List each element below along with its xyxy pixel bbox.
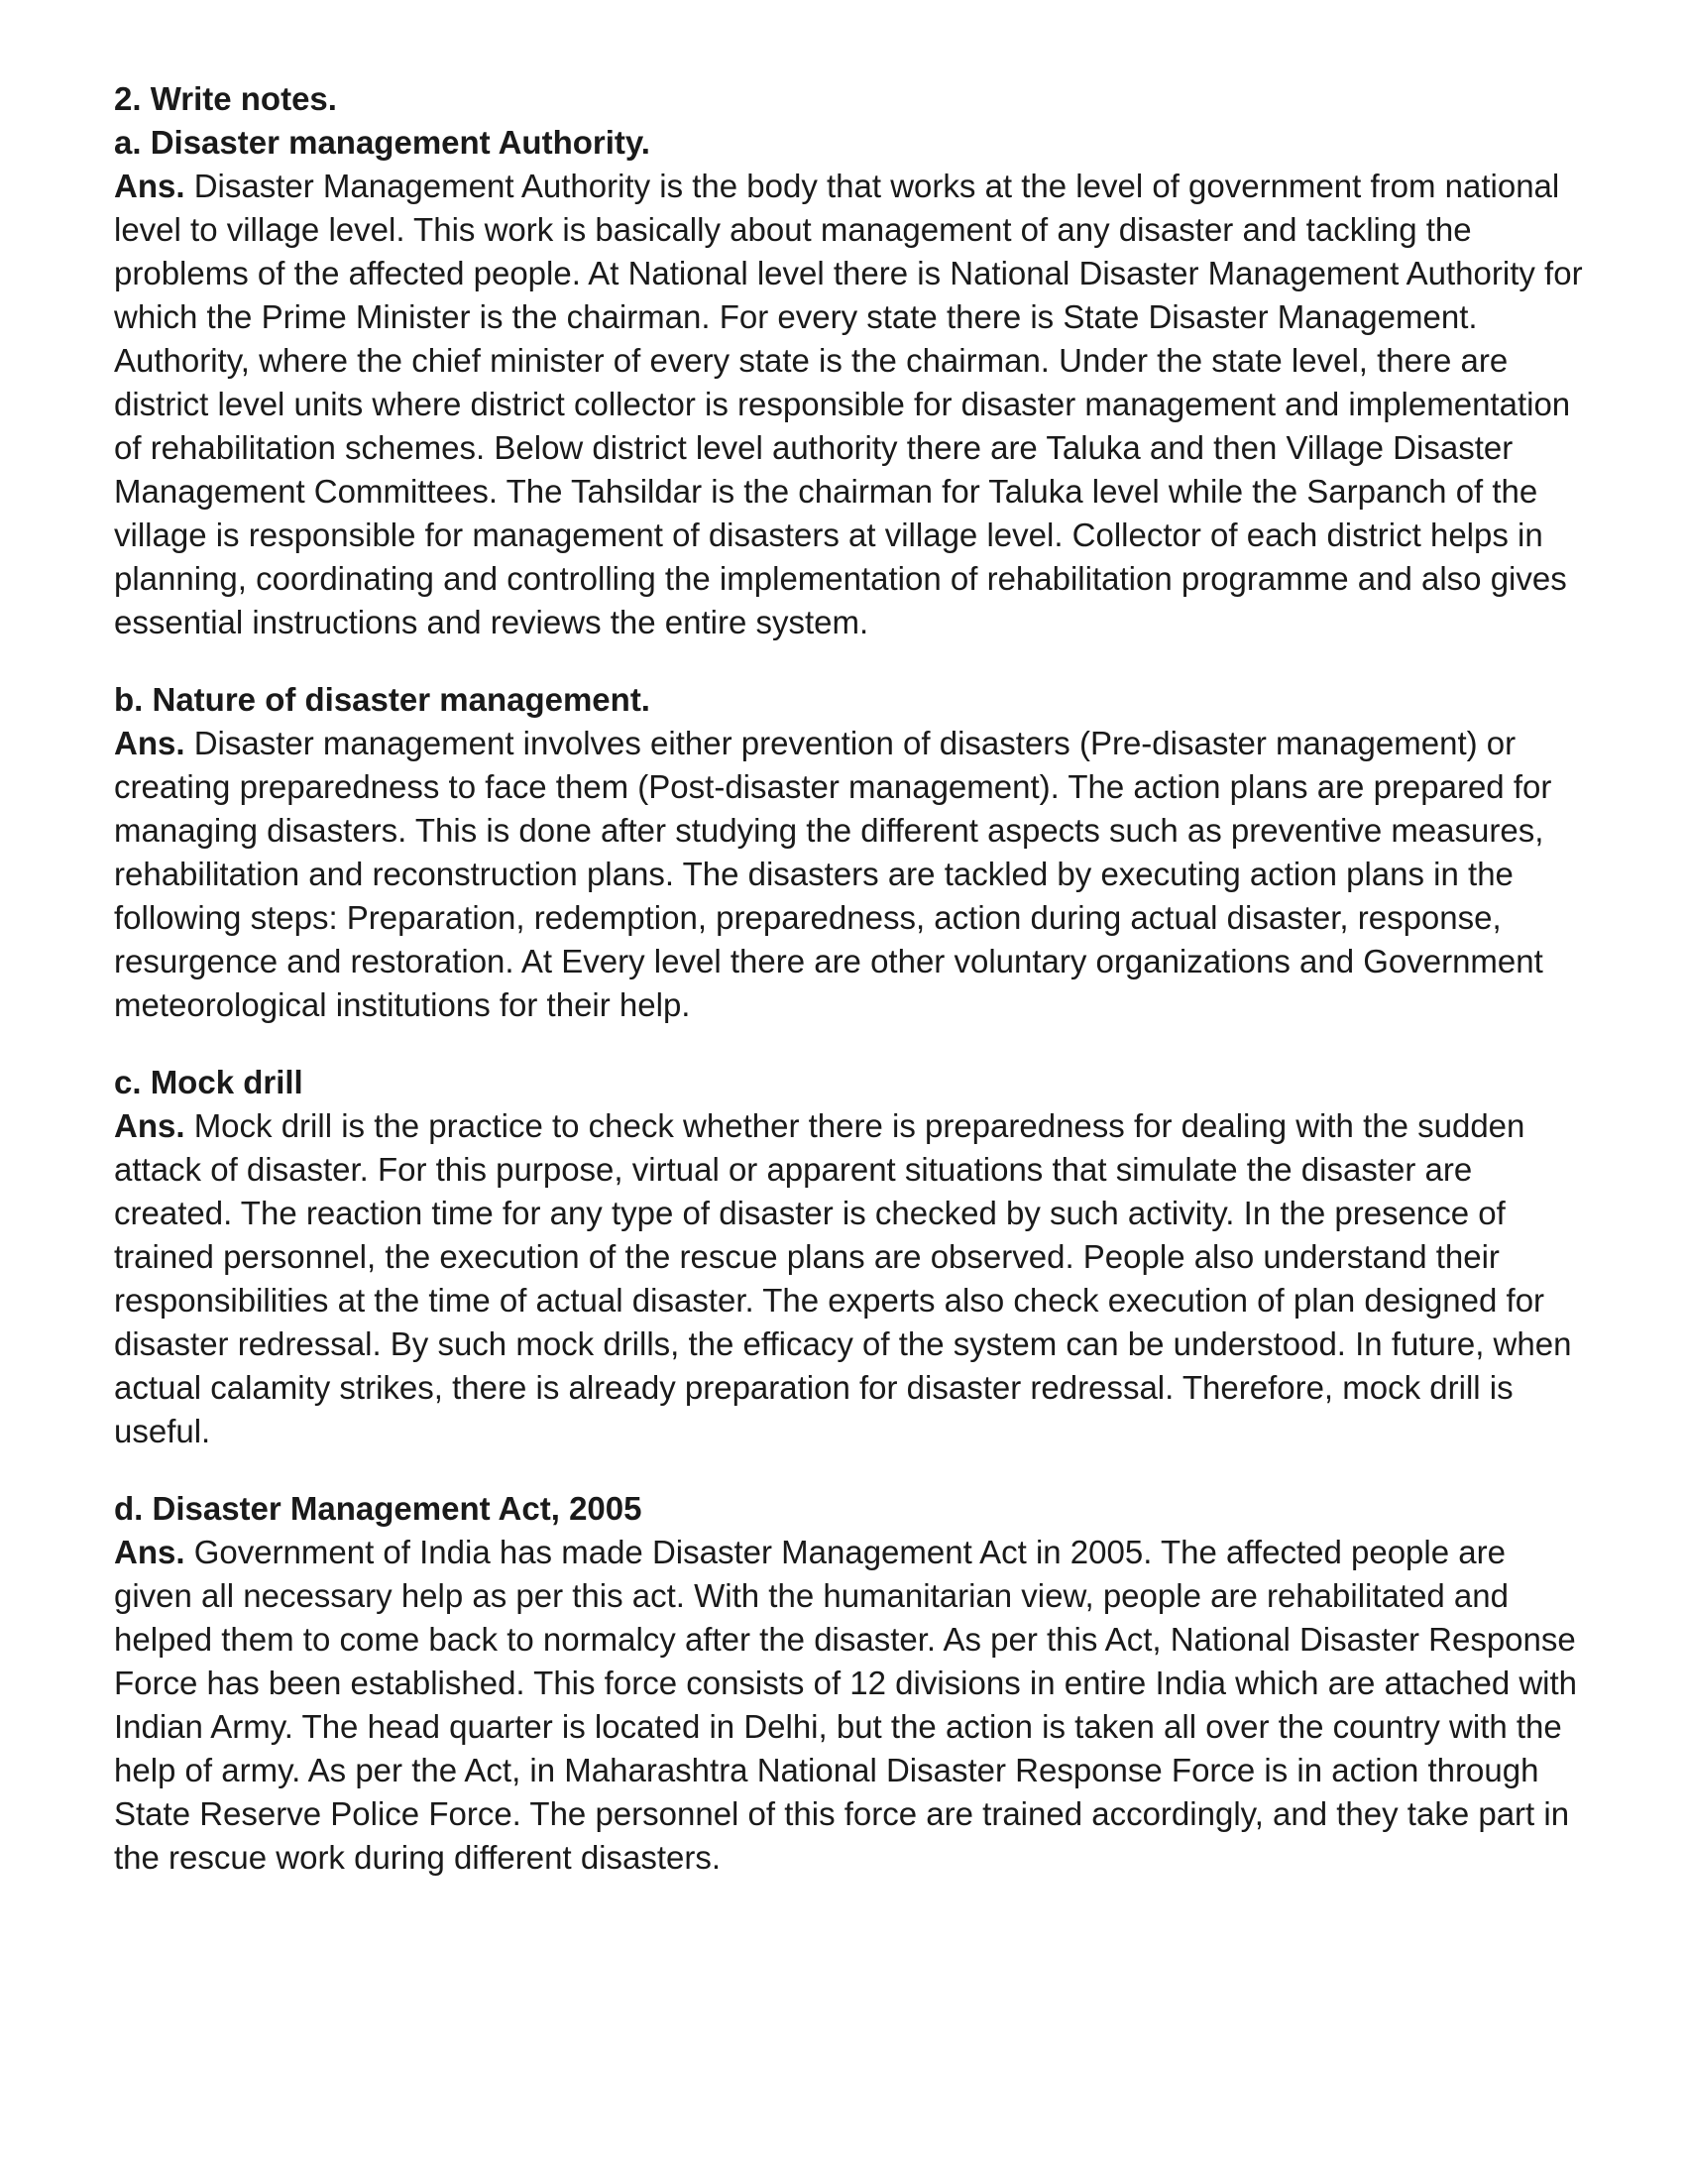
answer-paragraph <box>114 722 1591 1027</box>
ans-label: Ans. <box>114 1107 185 1144</box>
document-page <box>114 77 1591 1913</box>
section-title: a. Disaster management Authority. <box>114 124 650 161</box>
note-section-d <box>114 1487 1591 1880</box>
ans-label: Ans. <box>114 725 185 761</box>
section-title: d. Disaster Management Act, 2005 <box>114 1490 642 1527</box>
section-title: c. Mock drill <box>114 1064 303 1100</box>
note-section-a <box>114 121 1591 644</box>
ans-label: Ans. <box>114 168 185 204</box>
answer-paragraph <box>114 165 1591 644</box>
answer-paragraph <box>114 1104 1591 1453</box>
answer-paragraph <box>114 1531 1591 1880</box>
section-title: b. Nature of disaster management. <box>114 681 650 718</box>
answer-text: Disaster Management Authority is the body that works at the level of government from national level to village level. This work is basically about management of any disaster and tackling the problems of the affected people. At National level there is National Disaster Management Authority for which the Prime Minister is the chairman. For every state there is State Disaster Management. Authority, where the chief minister of every state is the chairman. Under the state level, there are district level units where district collector is responsible for disaster management and implementation of rehabilitation schemes. Below district level authority there are Taluka and then Village Disaster Management Committees. The Tahsildar is the chairman for Taluka level while the Sarpanch of the village is responsible for management of disasters at village level. Collector of each district helps in planning, coordinating and controlling the implementation of rehabilitation programme and also gives essential instructions and reviews the entire system. <box>114 168 1583 640</box>
question-heading: 2. Write notes. <box>114 80 337 117</box>
note-section-b <box>114 678 1591 1027</box>
answer-text: Mock drill is the practice to check whether there is preparedness for dealing with the sudden attack of disaster. For this purpose, virtual or apparent situations that simulate the disaster are created. The reaction time for any type of disaster is checked by such activity. In the presence of trained personnel, the execution of the rescue plans are observed. People also understand their responsibilities at the time of actual disaster. The experts also check execution of plan designed for disaster redressal. By such mock drills, the efficacy of the system can be understood. In future, when actual calamity strikes, there is already preparation for disaster redressal. Therefore, mock drill is useful. <box>114 1107 1572 1449</box>
ans-label: Ans. <box>114 1534 185 1570</box>
answer-text: Government of India has made Disaster Management Act in 2005. The affected people are given all necessary help as per this act. With the humanitarian view, people are rehabilitated and helped them to come back to normalcy after the disaster. As per this Act, National Disaster Response Force has been established. This force consists of 12 divisions in entire India which are attached with Indian Army. The head quarter is located in Delhi, but the action is taken all over the country with the help of army. As per the Act, in Maharashtra National Disaster Response Force is in action through State Reserve Police Force. The personnel of this force are trained accordingly, and they take part in the rescue work during different disasters. <box>114 1534 1578 1876</box>
note-section-c <box>114 1061 1591 1453</box>
answer-text: Disaster management involves either prevention of disasters (Pre-disaster management) or creating preparedness to face them (Post-disaster management). The action plans are prepared for managing disasters. This is done after studying the different aspects such as preventive measures, rehabilitation and reconstruction plans. The disasters are tackled by executing action plans in the following steps: Preparation, redemption, preparedness, action during actual disaster, response, resurgence and restoration. At Every level there are other voluntary organizations and Government meteorological institutions for their help. <box>114 725 1552 1023</box>
